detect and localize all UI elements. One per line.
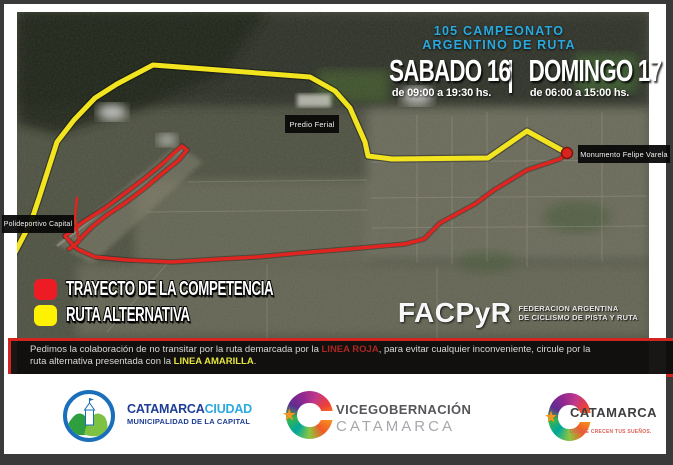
map-label-polideportivo-capital: Polideportivo Capital bbox=[2, 215, 74, 233]
legend-label-alternative: RUTA ALTERNATIVA bbox=[66, 303, 190, 326]
legend-item-competition bbox=[34, 276, 371, 302]
map-label-predio-ferial: Predio Ferial bbox=[285, 115, 339, 133]
federation-name bbox=[518, 304, 638, 322]
legend-swatch-red bbox=[34, 279, 57, 300]
municipality-name: CATAMARCA bbox=[127, 402, 205, 416]
sunday-day: DOMINGO 17 bbox=[528, 53, 662, 88]
catamarca-province-text bbox=[570, 405, 661, 438]
catamarca-province-tagline: DONDE CRECEN TUS SUEÑOS. bbox=[570, 429, 652, 435]
vicegobernacion-line2: CATAMARCA bbox=[336, 418, 455, 435]
event-title bbox=[385, 24, 613, 52]
federation-block bbox=[398, 298, 638, 328]
notice-linea-amarilla: LINEA AMARILLA bbox=[173, 356, 254, 367]
footer-logo-bar bbox=[4, 374, 666, 454]
vicegobernacion-text bbox=[336, 402, 471, 435]
municipality-name-accent: CIUDAD bbox=[204, 402, 253, 416]
municipality-subtitle: MUNICIPALIDAD DE LA CAPITAL bbox=[127, 417, 251, 426]
catamarca-province-name: CATAMARCA bbox=[570, 405, 658, 420]
saturday-schedule bbox=[374, 53, 511, 99]
legend-swatch-yellow bbox=[34, 305, 57, 326]
municipality-text bbox=[127, 402, 252, 426]
map-label-monumento-felipe-varela: Monumento Felipe Varela bbox=[578, 145, 670, 163]
event-title-line1: 105 CAMPEONATO bbox=[433, 24, 565, 38]
notice-banner bbox=[8, 338, 673, 377]
legend-label-competition: TRAYECTO DE LA COMPETENCIA bbox=[66, 277, 274, 300]
notice-linea-roja: LINEA ROJA bbox=[321, 344, 379, 355]
federation-acronym: FACPyR bbox=[398, 297, 512, 328]
saturday-hours: de 09:00 a 19:30 hs. bbox=[391, 87, 492, 99]
vicegobernacion-logo-notch bbox=[312, 411, 336, 420]
event-title-line2: ARGENTINO DE RUTA bbox=[422, 38, 576, 52]
notice-text-2: , para evitar cualquier inconveniente, circule por la bbox=[378, 344, 591, 355]
notice-text-3: ruta alternativa presentada con la bbox=[30, 356, 174, 367]
schedule bbox=[374, 53, 662, 99]
federation-name-line2: DE CICLISMO DE PISTA Y RUTA bbox=[518, 313, 639, 322]
notice-text-1: Pedimos la colaboración de no transitar por la ruta demarcada por la bbox=[30, 344, 322, 355]
route-junction-dot bbox=[562, 148, 573, 159]
sunday-schedule bbox=[512, 53, 662, 99]
municipality-logo-icon bbox=[62, 389, 116, 443]
federation-name-line1: FEDERACION ARGENTINA bbox=[518, 304, 619, 313]
route-legend bbox=[34, 276, 371, 328]
legend-item-alternative bbox=[34, 302, 371, 328]
vicegobernacion-line1: VICEGOBERNACIÓN bbox=[336, 402, 472, 417]
saturday-day: SABADO 16 bbox=[389, 53, 511, 88]
notice-text-4: . bbox=[253, 356, 257, 367]
vicegobernacion-logo-icon bbox=[286, 391, 333, 439]
sunday-hours: de 06:00 a 15:00 hs. bbox=[529, 87, 630, 99]
